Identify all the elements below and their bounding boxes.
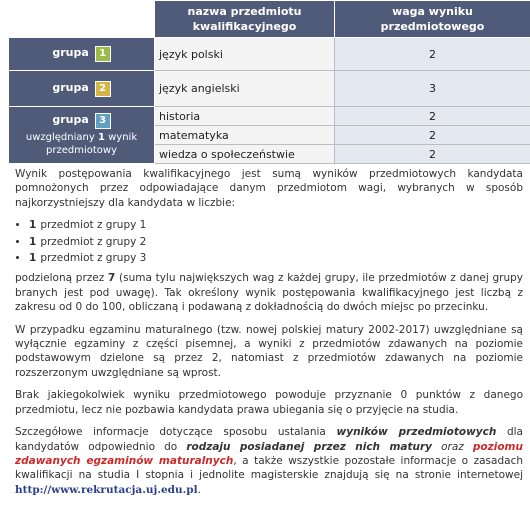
header-weight: waga wyniku przedmiotowego xyxy=(335,1,530,38)
divisor-pre: podzieloną przez xyxy=(15,272,105,285)
weights-table xyxy=(8,0,530,164)
group3-subject-2: wiedza o społeczeństwie xyxy=(155,145,335,164)
paragraph-details xyxy=(15,425,523,497)
groups-list xyxy=(15,218,523,265)
group3-subject-1: matematyka xyxy=(155,126,335,145)
paragraph-no-result: Brak jakiegokolwiek wyniku przedmiotowego powoduje przyznanie 0 punktów z danego przedmiotu, lecz nie pozbawia kandydata prawa ubiegania się o przyjęcie na studia. xyxy=(15,389,523,416)
group3-note xyxy=(10,131,153,157)
paragraph-matura: W przypadku egzaminu maturalnego (tzw. nowej polskiej matury 2002-2017) uwzględniane są wyłącznie egzaminy z części pisemnej, a wyniki z przedmiotów zdawanych na poziomie podstawowym dzielone są przez 2, natomiast z przedmiotów zdawanych na poziomie rozszerzonym uwzględniane są wprost. xyxy=(15,323,523,379)
table-row-group1 xyxy=(9,38,530,71)
list-item xyxy=(29,235,523,249)
group2-number-badge: 2 xyxy=(95,81,111,97)
group3-weight-1: 2 xyxy=(335,126,530,145)
group2-cell xyxy=(9,71,155,107)
group2-weight-0: 3 xyxy=(335,71,530,107)
group3-cell xyxy=(9,107,155,164)
details-results-emphasis: wyników przedmiotowych xyxy=(336,426,497,439)
rules-text xyxy=(15,167,523,505)
header-blank-cell xyxy=(9,1,155,38)
group1-cell xyxy=(9,38,155,71)
paragraph-intro: Wynik postępowania kwalifikacyjnego jest sumą wyników przedmiotowych kandydata pomnożonych przez odpowiadające danym przedmiotom wagi, wybranych w sposób najkorzystniejszy dla kandydata w liczbie: xyxy=(15,168,523,209)
group3-number-badge: 3 xyxy=(95,113,111,129)
list-item-text: przedmiot z grupy 2 xyxy=(40,235,147,248)
group1-number-badge: 1 xyxy=(95,46,111,62)
list-item-count: 1 xyxy=(29,252,37,265)
details-c: dla kandydatów odpowiednio do xyxy=(15,426,523,453)
divisor-post: (suma tylu największych wag z każdej grupy, ile przedmiotów z danej grupy branych jest pod uwagę). Tak określony wynik postępowania kwalifikacyjnego jest liczbą z zakresu od 0 do 100, obliczaną i podawaną z dokładnością do dwóch miejsc po przecinku. xyxy=(15,272,523,314)
group3-note-bold: 1 xyxy=(97,132,105,143)
group1-label: grupa xyxy=(52,46,89,59)
group2-subject-0: język angielski xyxy=(155,71,335,107)
details-g: , a także wszystkie pozostałe informacje o zasadach kwalifikacji na studia I stopnia i jednolite magisterskie znajdują się na stronie internetowej xyxy=(15,454,523,482)
details-e: oraz xyxy=(441,440,464,453)
list-item xyxy=(29,218,523,232)
details-matura-type-emphasis: rodzaju posiadanej przez nich matury xyxy=(186,440,432,453)
header-subject: nazwa przedmiotu kwalifikacyjnego xyxy=(155,1,335,38)
group3-subject-0: historia xyxy=(155,107,335,126)
rekrutacja-link[interactable]: http://www.rekrutacja.uj.edu.pl xyxy=(15,483,198,496)
paragraph-divisor xyxy=(15,271,523,314)
list-item-text: przedmiot z grupy 1 xyxy=(40,219,147,232)
group1-weight-0: 2 xyxy=(335,38,530,71)
group1-subject-0: język polski xyxy=(155,38,335,71)
group3-note-pre: uwzględniany xyxy=(25,132,95,143)
group3-label: grupa xyxy=(52,113,89,126)
table-row-group2 xyxy=(9,71,530,107)
list-item-text: przedmiot z grupy 3 xyxy=(40,252,147,265)
group3-weight-2: 2 xyxy=(335,145,530,164)
details-exam-level-emphasis: poziomu zdawanych egzaminów maturalnych xyxy=(15,440,523,467)
group3-note-post: wynik przedmiotowy xyxy=(46,132,138,156)
details-a: Szczegółowe informacje dotyczące sposobu ustalania xyxy=(15,426,326,439)
list-item-count: 1 xyxy=(29,235,37,248)
table-header-row xyxy=(9,1,530,38)
divisor-value: 7 xyxy=(107,272,116,285)
list-item xyxy=(29,251,523,265)
list-item-count: 1 xyxy=(29,219,37,232)
group2-label: grupa xyxy=(52,80,89,94)
group3-weight-0: 2 xyxy=(335,107,530,126)
details-end: . xyxy=(197,483,201,496)
table-row-group3-0 xyxy=(9,107,530,126)
